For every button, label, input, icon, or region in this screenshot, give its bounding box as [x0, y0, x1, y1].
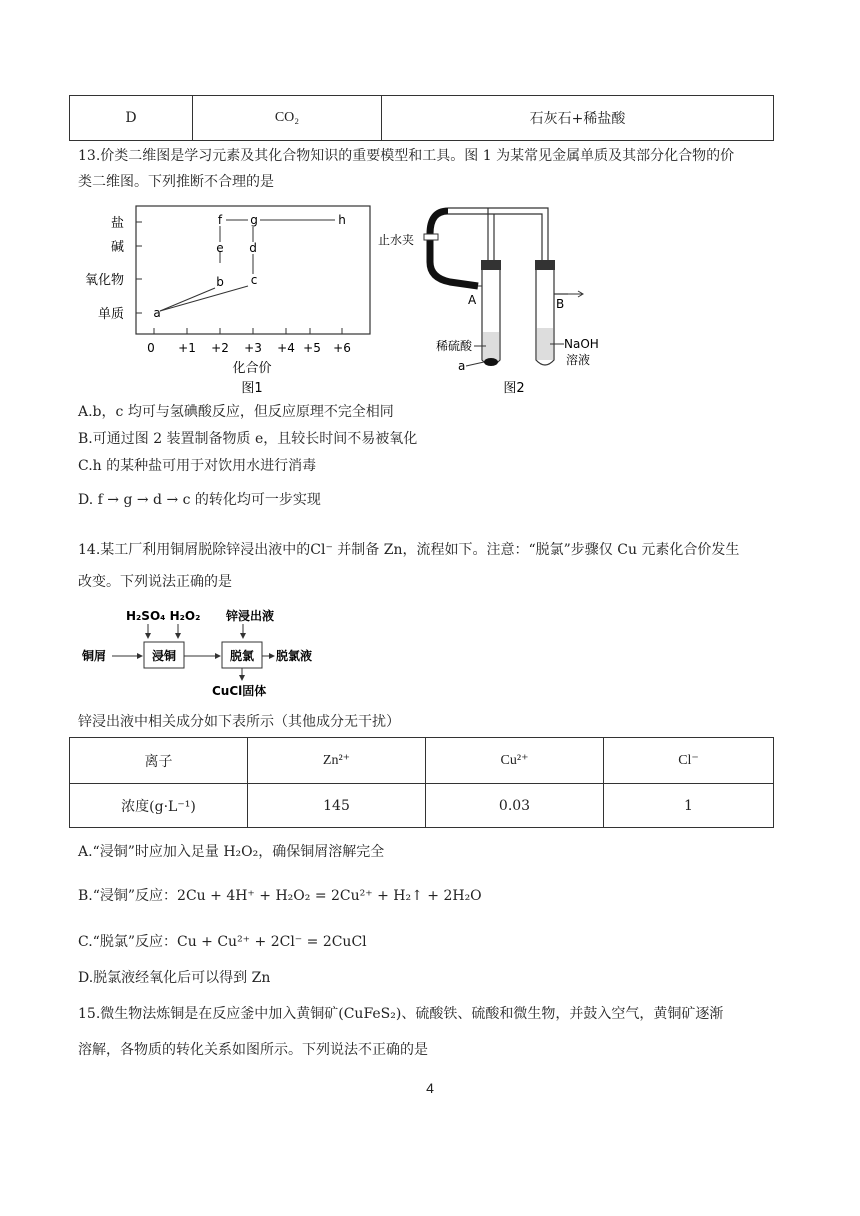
zinc-liquor-label: 锌浸出液	[226, 609, 275, 623]
acid-label: 稀硫酸	[436, 339, 473, 353]
q15-stem-line1: 15.微生物法炼铜是在反应釜中加入黄铜矿(CuFeS₂)、硫酸铁、硫酸和微生物，并鼓入空气，黄铜矿逐渐	[78, 1006, 724, 1022]
q14-option-a: A.“浸铜”时应加入足量 H₂O₂，确保铜屑溶解完全	[78, 844, 385, 860]
table-cell: 石灰石+稀盐酸	[382, 96, 774, 141]
q14-stem-line1: 14.某工厂利用铜屑脱除锌浸出液中的Cl⁻ 并制备 Zn，流程如下。注意：“脱氯”步骤仅 Cu 元素化合价发生	[78, 542, 740, 558]
table-row	[70, 738, 774, 784]
y-label-salt: 盐	[110, 216, 124, 231]
dechlor-box-label: 脱氯	[229, 649, 255, 663]
point-g: g	[250, 213, 258, 227]
point-c: c	[250, 273, 258, 287]
x-tick: +1	[178, 341, 196, 355]
table-cell: 浓度(g·L⁻¹)	[70, 784, 248, 828]
point-h: h	[338, 213, 346, 227]
q14-option-d: D.脱氯液经氧化后可以得到 Zn	[78, 970, 271, 986]
point-f: f	[217, 213, 223, 227]
q13-stem-line2: 类二维图。下列推断不合理的是	[78, 174, 274, 190]
table-cell: 145	[248, 784, 426, 828]
q14-flow-diagram	[78, 604, 328, 700]
x-tick: +3	[244, 341, 262, 355]
q13-option-d: D. f → g → d → c 的转化均可一步实现	[78, 492, 321, 508]
top-table	[69, 95, 774, 141]
q15-stem-line2: 溶解，各物质的转化关系如图所示。下列说法不正确的是	[78, 1042, 428, 1058]
table-header-cell: 离子	[70, 738, 248, 784]
x-tick: +4	[277, 341, 295, 355]
naoh-label: NaOH	[564, 337, 599, 351]
naoh-label-2: 溶液	[566, 353, 591, 367]
point-d: d	[249, 241, 257, 255]
q14-table-caption: 锌浸出液中相关成分如下表所示（其他成分无干扰）	[78, 714, 400, 730]
rubber-hose	[430, 211, 478, 286]
label-A: A	[468, 293, 477, 307]
figure-2-caption: 图2	[503, 381, 525, 396]
table-cell: CO₂	[193, 96, 382, 141]
clamp-icon	[424, 234, 438, 240]
table-cell: 0.03	[426, 784, 604, 828]
table-row	[70, 96, 774, 141]
q14-table	[69, 737, 774, 828]
point-a: a	[153, 306, 161, 320]
x-tick: +6	[333, 341, 351, 355]
figure-1-valence-diagram	[80, 196, 380, 396]
leach-box-label: 浸铜	[151, 649, 177, 663]
reagents-label: H₂SO₄ H₂O₂	[126, 609, 201, 623]
label-a: a	[458, 359, 466, 373]
solid-label: CuCl固体	[212, 684, 267, 698]
table-header-cell: Zn²⁺	[248, 738, 426, 784]
label-B: B	[556, 297, 565, 311]
table-header-cell: Cu²⁺	[426, 738, 604, 784]
solid-a	[484, 358, 498, 366]
figure-1-caption: 图1	[241, 381, 263, 396]
table-row	[70, 784, 774, 828]
stopper-a	[481, 260, 501, 270]
q13-option-b: B.可通过图 2 装置制备物质 e，且较长时间不易被氧化	[78, 431, 418, 447]
copper-scrap-label: 铜屑	[82, 649, 107, 663]
q14-option-c: C.“脱氯”反应：Cu + Cu²⁺ + 2Cl⁻ = 2CuCl	[78, 934, 367, 950]
page-number: 4	[426, 1080, 434, 1096]
x-tick: 0	[147, 341, 155, 355]
stopper-b	[535, 260, 555, 270]
point-b: b	[216, 275, 224, 289]
q13-option-c: C.h 的某种盐可用于对饮用水进行消毒	[78, 458, 317, 474]
figure-2-apparatus	[378, 194, 628, 400]
x-tick: +2	[211, 341, 229, 355]
point-e: e	[216, 241, 224, 255]
y-label-element: 单质	[97, 307, 124, 322]
x-tick: +5	[303, 341, 321, 355]
q14-option-b: B.“浸铜”反应：2Cu + 4H⁺ + H₂O₂ = 2Cu²⁺ + H₂↑ + 2H₂O	[78, 888, 482, 904]
q13-stem-line1: 13.价类二维图是学习元素及其化合物知识的重要模型和工具。图 1 为某常见金属单质及其部分化合物的价	[78, 148, 735, 164]
x-axis-label: 化合价	[232, 361, 272, 376]
clamp-label: 止水夹	[378, 233, 415, 247]
y-label-base: 碱	[110, 240, 124, 255]
table-cell: D	[70, 96, 193, 141]
table-header-cell: Cl⁻	[604, 738, 774, 784]
table-cell: 1	[604, 784, 774, 828]
q13-option-a: A.b，c 均可与氢碘酸反应，但反应原理不完全相同	[78, 404, 394, 420]
q14-stem-line2: 改变。下列说法正确的是	[78, 574, 232, 590]
y-label-oxide: 氧化物	[84, 273, 124, 288]
output-label: 脱氯液	[276, 649, 313, 663]
